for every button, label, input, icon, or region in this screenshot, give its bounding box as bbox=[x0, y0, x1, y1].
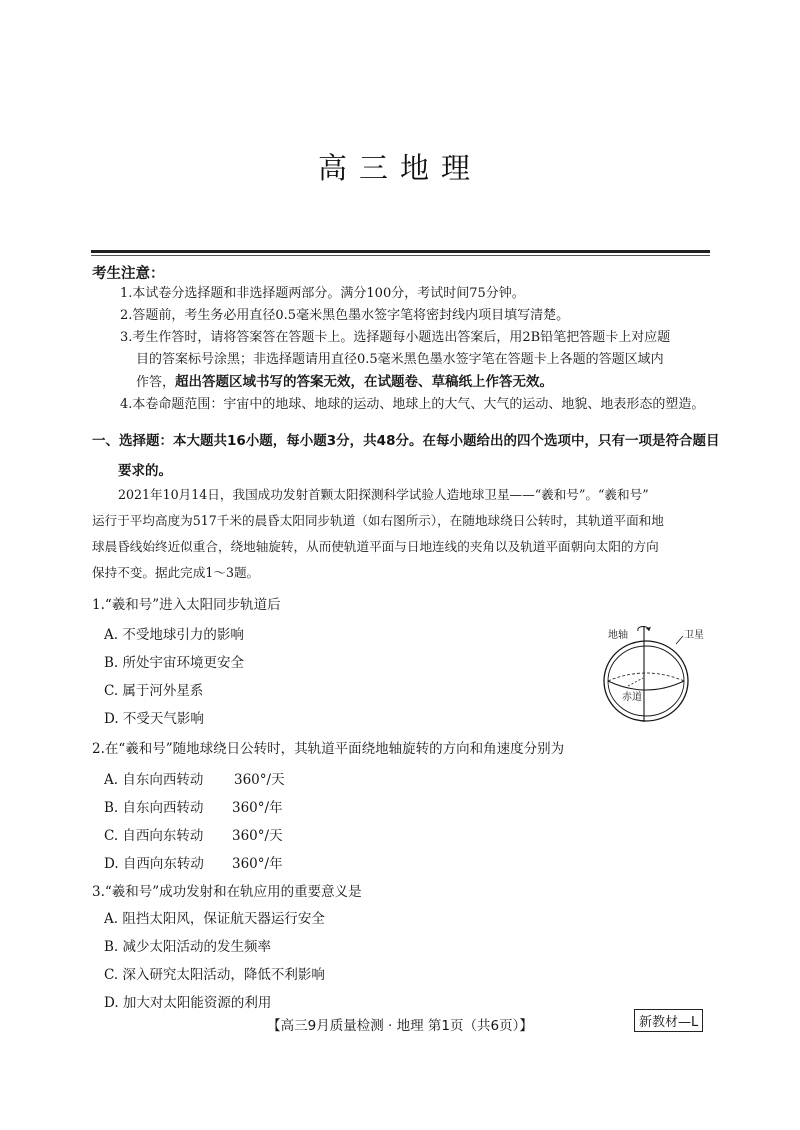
question-2-option-d-direction: D. 自西向东转动 bbox=[104, 856, 204, 872]
question-2-option-a-direction: A. 自东向西转动 bbox=[104, 772, 204, 788]
question-2-option-a-rate: 360°/天 bbox=[234, 772, 285, 788]
section-heading bbox=[92, 429, 719, 449]
question-1-option-a: A. 不受地球引力的影响 bbox=[104, 627, 244, 643]
note-3-line-3-start: 作答， bbox=[136, 375, 176, 390]
question-2-option-c bbox=[104, 824, 283, 844]
note-3-line-2: 目的答案标号涂黑；非选择题请用直径0.5毫米黑色墨水签字笔在答题卡上各题的答题区域内 bbox=[136, 352, 664, 367]
passage-line-3: 球晨昏线始终近似重合，绕地轴旋转，从而使轨道平面与日地连线的夹角以及轨道平面朝向太阳的方向 bbox=[92, 539, 659, 554]
equator-label: 赤道 bbox=[622, 692, 642, 703]
question-1-stem: 1.“羲和号”进入太阳同步轨道后 bbox=[92, 597, 281, 613]
equator-front bbox=[608, 681, 684, 690]
question-2-option-c-direction: C. 自西向东转动 bbox=[104, 828, 204, 844]
passage-line-2: 运行于平均高度为517千米的晨昏太阳同步轨道（如右图所示），在随地球绕日公转时，其轨道平面和地 bbox=[92, 513, 664, 528]
note-3: 3.考生作答时，请将答案答在答题卡上。选择题每小题选出答案后，用2B铅笔把答题卡上对应题 bbox=[120, 330, 671, 345]
passage-line-4: 保持不变。据此完成1～3题。 bbox=[92, 565, 260, 580]
page-title: 高三地理 bbox=[317, 151, 482, 185]
question-1-option-d: D. 不受天气影响 bbox=[104, 711, 204, 727]
header-rule-thin bbox=[91, 255, 710, 256]
notes-heading: 考生注意： bbox=[92, 266, 165, 282]
question-2-option-a bbox=[104, 768, 285, 788]
question-2-option-d bbox=[104, 852, 283, 872]
question-2-option-c-rate: 360°/天 bbox=[232, 828, 283, 844]
earth-circle bbox=[608, 646, 684, 716]
section-heading-rest: 在每小题给出的四个选项中，只有一项是符合题目 bbox=[422, 433, 720, 449]
question-2-option-b-direction: B. 自东向西转动 bbox=[104, 800, 204, 816]
question-2-option-d-rate: 360°/年 bbox=[232, 856, 283, 872]
note-3-line-3 bbox=[136, 371, 553, 394]
question-2-option-b-rate: 360°/年 bbox=[232, 800, 283, 816]
header-rule-thick bbox=[91, 250, 710, 253]
note-3-warning: 超出答题区域书写的答案无效，在试题卷、草稿纸上作答无效。 bbox=[175, 374, 554, 390]
page-footer: 【高三9月质量检测 · 地理 第1页（共6页）】 bbox=[267, 1018, 533, 1034]
question-1-option-b: B. 所处宇宙环境更安全 bbox=[104, 655, 245, 671]
equator-pointer bbox=[628, 678, 643, 686]
question-3-option-b: B. 减少太阳活动的发生频率 bbox=[104, 939, 272, 955]
question-1-option-c: C. 属于河外星系 bbox=[104, 683, 204, 699]
note-2: 2.答题前，考生务必用直径0.5毫米黑色墨水签字笔将密封线内项目填写清楚。 bbox=[120, 308, 570, 323]
orbit-circle bbox=[604, 641, 688, 721]
note-1: 1.本试卷分选择题和非选择题两部分。满分100分，考试时间75分钟。 bbox=[120, 286, 525, 301]
equator-back bbox=[608, 673, 684, 681]
satellite-pointer bbox=[676, 636, 683, 644]
section-heading-bold: 一、选择题：本大题共16小题，每小题3分，共48分。 bbox=[92, 433, 423, 449]
section-heading-continuation: 要求的。 bbox=[118, 463, 172, 479]
satellite-label: 卫星 bbox=[684, 630, 704, 641]
orbit-diagram bbox=[588, 622, 718, 728]
passage-line-1: 2021年10月14日，我国成功发射首颗太阳探测科学试验人造地球卫星——“羲和号”。“羲和号” bbox=[118, 487, 649, 502]
question-3-option-c: C. 深入研究太阳活动，降低不利影响 bbox=[104, 967, 325, 983]
axis-label: 地轴 bbox=[608, 630, 628, 641]
note-4: 4.本卷命题范围：宇宙中的地球、地球的运动、地球上的大气、大气的运动、地貌、地表形态的塑造。 bbox=[120, 397, 705, 412]
question-3-option-d: D. 加大对太阳能资源的利用 bbox=[104, 995, 272, 1011]
question-3-stem: 3.“羲和号”成功发射和在轨应用的重要意义是 bbox=[92, 884, 362, 900]
question-2-stem: 2.在“羲和号”随地球绕日公转时，其轨道平面绕地轴旋转的方向和角速度分别为 bbox=[92, 741, 565, 757]
edition-badge: 新教材—L bbox=[634, 1009, 703, 1032]
question-3-option-a: A. 阻挡太阳风，保证航天器运行安全 bbox=[104, 911, 325, 927]
question-2-option-b bbox=[104, 796, 283, 816]
